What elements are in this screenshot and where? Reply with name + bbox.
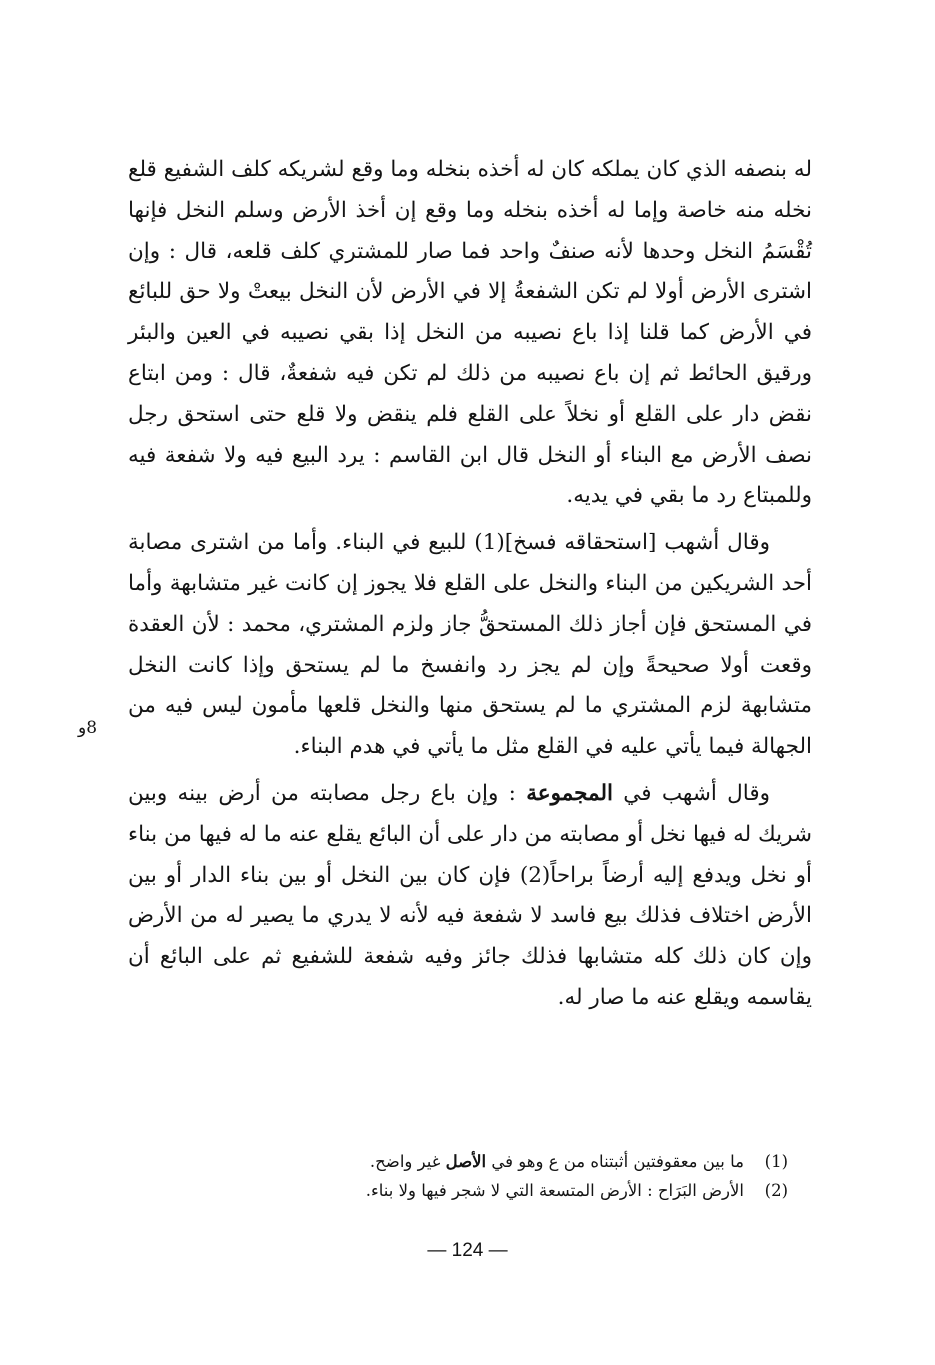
paragraph-3-rest: : وإن باع رجل مصابته من أرض بينه وبين شريك له فيها نخل أو مصابته من دار على أن البائع يقلع عنه ما له فيها من بناء أو نخل ويدفع إليه أرضاً براحاً(2) فإن كان بين النخل أو بين بناء الدار أو بين الأرض اختلاف فذلك بيع فاسد لا شفعة فيه لأنه لا يدري ما يصير له من الأرض وإن كان ذلك كله متشابها فذلك جائز وفيه شفعة للشفيع ثم على البائع أن يقاسمه ويقلع عنه ما صار له. bbox=[128, 780, 812, 1010]
paragraph-1: له بنصفه الذي كان يملكه كان له أخذه بنخله وما وقع لشريكه كلف الشفيع قلع نخله منه خاصة وإما له أخذه بنخله وما وقع إن أخذ الأرض وسلم النخل فإنها تُقْسَمُ النخل وحدها لأنه صنفٌ واحد فما صار للمشتري كلف قلعه، قال : وإن اشترى الأرض أولا لم تكن الشفعةُ إلا في الأرض لأن النخل بيعتْ ولا حق للبائع في الأرض كما قلنا إذا باع نصيبه من النخل إذا بقي نصيبه في العين والبئر ورقيق الحائط ثم إن باع نصيبه من ذلك لم تكن فيه شفعةٌ، قال : ومن ابتاع نقض دار على القلع أو نخلاً على القلع فلم ينقض ولا قلع حتى استحق رجل نصف الأرض مع البناء أو النخل قال ابن القاسم : يرد البيع فيه ولا شفعة فيه وللمبتاع رد ما بقي في يديه. bbox=[128, 157, 812, 509]
footnote-1 bbox=[200, 1147, 788, 1176]
paragraph-3-lead: وقال أشهب في bbox=[612, 780, 770, 806]
footnote-number: (2) bbox=[764, 1181, 788, 1200]
main-text bbox=[128, 150, 812, 1019]
footnote-1-bold-term: الأصل bbox=[445, 1152, 487, 1171]
footnote-text bbox=[200, 1147, 744, 1176]
footnote-1-rest: غير واضح. bbox=[369, 1152, 446, 1171]
footnote-2 bbox=[200, 1176, 788, 1205]
paragraph-3 bbox=[128, 774, 812, 1019]
footnote-number: (1) bbox=[764, 1152, 788, 1171]
bold-term-majmua: المجموعة bbox=[526, 780, 613, 806]
manuscript-folio-marker: 8و bbox=[78, 718, 98, 738]
page-number: — 124 — bbox=[427, 1240, 508, 1261]
paragraph-2: وقال أشهب [استحقاقه فسخ](1) للبيع في البناء. وأما من اشترى مصابة أحد الشريكين من البناء والنخل على القلع فلا يجوز إن كانت غير متشابهة وأما في المستحق فإن أجاز ذلك المستحقُّ جاز ولزم المشتري، محمد : لأن العقدة وقعت أولا صحيحةً وإن لم يجز رد وانفسخ ما لم يستحق وإذا كانت النخل متشابهة لزم المشتري ما لم يستحق منها والنخل قلعها مأمون ليس فيه من الجهالة فيما يأتي عليه في القلع مثل ما يأتي في هدم البناء. bbox=[128, 530, 812, 760]
footnotes bbox=[200, 1147, 788, 1205]
footnote-text: الأرض البَرَاح : الأرض المتسعة التي لا شجر فيها ولا بناء. bbox=[365, 1181, 744, 1200]
footnote-1-lead: ما بين معقوفتين أثبتناه من ع وهو في bbox=[486, 1152, 744, 1171]
